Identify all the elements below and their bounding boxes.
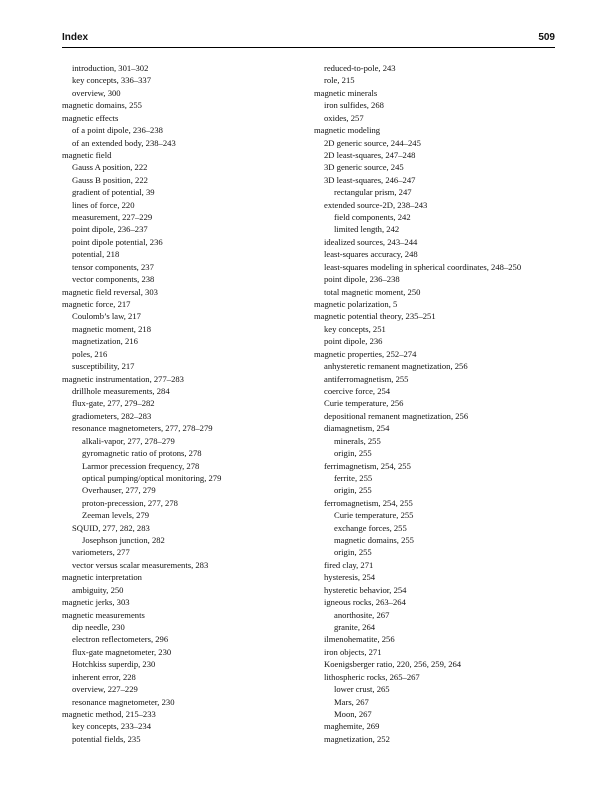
index-subentry: dip needle, 230 <box>72 621 125 632</box>
index-subentry: hysteretic behavior, 254 <box>324 584 407 595</box>
index-subentry: diamagnetism, 254 <box>324 423 390 434</box>
index-main-entry: magnetic field <box>62 149 112 160</box>
index-subentry: gradiometers, 282–283 <box>72 410 152 421</box>
index-subentry: susceptibility, 217 <box>72 361 135 372</box>
index-subentry: depositional remanent magnetization, 256 <box>324 410 469 421</box>
index-subentry: point dipole, 236 <box>324 336 383 347</box>
index-subentry: drillhole measurements, 284 <box>72 385 170 396</box>
index-subentry: ilmenohematite, 256 <box>324 634 395 645</box>
index-subentry: anorthosite, 267 <box>334 609 390 620</box>
index-subentry: optical pumping/optical monitoring, 279 <box>82 472 222 483</box>
index-subentry: Curie temperature, 256 <box>324 398 404 409</box>
index-subentry: limited length, 242 <box>334 224 400 235</box>
index-subentry: resonance magnetometers, 277, 278–279 <box>72 423 213 434</box>
index-subentry: point dipole, 236–238 <box>324 274 400 285</box>
index-subentry: anhysteretic remanent magnetization, 256 <box>324 361 468 372</box>
index-main-entry: magnetic measurements <box>62 609 145 620</box>
index-subentry: electron reflectometers, 296 <box>72 634 169 645</box>
index-subentry: gyromagnetic ratio of protons, 278 <box>82 448 202 459</box>
index-subentry: role, 215 <box>324 75 355 86</box>
index-subentry: of a point dipole, 236–238 <box>72 125 163 136</box>
index-subentry: exchange forces, 255 <box>334 522 407 533</box>
index-subentry: lines of force, 220 <box>72 199 135 210</box>
index-subentry: potential, 218 <box>72 249 120 260</box>
index-subentry: inherent error, 228 <box>72 671 136 682</box>
index-subentry: origin, 255 <box>334 485 372 496</box>
index-subentry: vector versus scalar measurements, 283 <box>72 559 209 570</box>
page-number: 509 <box>538 32 555 43</box>
index-column-left <box>62 62 307 745</box>
index-subentry: Gauss B position, 222 <box>72 174 148 185</box>
index-main-entry: magnetic modeling <box>314 125 381 136</box>
index-main-entry: magnetic effects <box>62 112 119 123</box>
index-subentry: idealized sources, 243–244 <box>324 236 418 247</box>
index-subentry: igneous rocks, 263–264 <box>324 597 406 608</box>
index-subentry: lithospheric rocks, 265–267 <box>324 671 420 682</box>
index-subentry: overview, 227–229 <box>72 684 138 695</box>
index-main-entry: magnetic domains, 255 <box>62 100 142 111</box>
index-subentry: least-squares accuracy, 248 <box>324 249 418 260</box>
index-column-right <box>314 62 559 745</box>
index-subentry: Koenigsberger ratio, 220, 256, 259, 264 <box>324 659 462 670</box>
index-subentry: flux-gate magnetometer, 230 <box>72 646 172 657</box>
index-main-entry: magnetic instrumentation, 277–283 <box>62 373 184 384</box>
index-subentry: Coulomb’s law, 217 <box>72 311 141 322</box>
index-subentry: magnetic moment, 218 <box>72 323 151 334</box>
index-main-entry: magnetic jerks, 303 <box>62 597 130 608</box>
index-subentry: of an extended body, 238–243 <box>72 137 176 148</box>
index-subentry: poles, 216 <box>72 348 108 359</box>
index-subentry: tensor components, 237 <box>72 261 154 272</box>
index-subentry: Larmor precession frequency, 278 <box>82 460 200 471</box>
running-header <box>62 31 555 48</box>
index-subentry: maghemite, 269 <box>324 721 380 732</box>
index-subentry: potential fields, 235 <box>72 733 141 744</box>
index-subentry: SQUID, 277, 282, 283 <box>72 522 150 533</box>
index-subentry: key concepts, 233–234 <box>72 721 151 732</box>
index-subentry: Zeeman levels, 279 <box>82 510 150 521</box>
index-subentry: Hotchkiss superdip, 230 <box>72 659 156 670</box>
index-subentry: minerals, 255 <box>334 435 381 446</box>
index-subentry: resonance magnetometer, 230 <box>72 696 175 707</box>
index-subentry: iron objects, 271 <box>324 646 382 657</box>
index-subentry: key concepts, 336–337 <box>72 75 151 86</box>
index-subentry: total magnetic moment, 250 <box>324 286 421 297</box>
index-subentry: alkali-vapor, 277, 278–279 <box>82 435 175 446</box>
index-subentry: variometers, 277 <box>72 547 130 558</box>
index-subentry: point dipole, 236–237 <box>72 224 148 235</box>
index-subentry: fired clay, 271 <box>324 559 374 570</box>
index-main-entry: magnetic properties, 252–274 <box>314 348 417 359</box>
index-subentry: Overhauser, 277, 279 <box>82 485 156 496</box>
index-subentry: least-squares modeling in spherical coordinates, 248–250 <box>324 261 522 272</box>
index-main-entry: magnetic potential theory, 235–251 <box>314 311 436 322</box>
index-main-entry: magnetic interpretation <box>62 572 142 583</box>
index-subentry: ferrimagnetism, 254, 255 <box>324 460 411 471</box>
index-subentry: origin, 255 <box>334 547 372 558</box>
index-subentry: measurement, 227–229 <box>72 212 153 223</box>
index-subentry: ferrite, 255 <box>334 472 373 483</box>
index-subentry: magnetization, 216 <box>72 336 138 347</box>
index-main-entry: magnetic field reversal, 303 <box>62 286 158 297</box>
index-subentry: Moon, 267 <box>334 708 372 719</box>
index-subentry: hysteresis, 254 <box>324 572 376 583</box>
index-subentry: gradient of potential, 39 <box>72 187 155 198</box>
index-subentry: key concepts, 251 <box>324 323 386 334</box>
index-subentry: overview, 300 <box>72 87 121 98</box>
index-subentry: Gauss A position, 222 <box>72 162 148 173</box>
index-subentry: magnetization, 252 <box>324 733 390 744</box>
index-subentry: Josephson junction, 282 <box>82 535 165 546</box>
index-main-entry: magnetic method, 215–233 <box>62 708 156 719</box>
index-subentry: 3D least-squares, 246–247 <box>324 174 416 185</box>
index-subentry: 2D least-squares, 247–248 <box>324 149 416 160</box>
index-subentry: oxides, 257 <box>324 112 364 123</box>
index-subentry: origin, 255 <box>334 448 372 459</box>
index-subentry: vector components, 238 <box>72 274 155 285</box>
index-subentry: iron sulfides, 268 <box>324 100 384 111</box>
index-subentry: flux-gate, 277, 279–282 <box>72 398 155 409</box>
index-subentry: rectangular prism, 247 <box>334 187 412 198</box>
index-subentry: extended source-2D, 238–243 <box>324 199 428 210</box>
index-subentry: point dipole potential, 236 <box>72 236 163 247</box>
index-subentry: Mars, 267 <box>334 696 369 707</box>
index-subentry: Curie temperature, 255 <box>334 510 414 521</box>
index-subentry: magnetic domains, 255 <box>334 535 414 546</box>
index-subentry: proton-precession, 277, 278 <box>82 497 178 508</box>
index-subentry: field components, 242 <box>334 212 411 223</box>
section-title: Index <box>62 32 89 43</box>
index-subentry: ambiguity, 250 <box>72 584 124 595</box>
index-subentry: 3D generic source, 245 <box>324 162 404 173</box>
index-subentry: introduction, 301–302 <box>72 63 149 73</box>
index-subentry: ferromagnetism, 254, 255 <box>324 497 413 508</box>
index-main-entry: magnetic polarization, 5 <box>314 299 398 310</box>
index-subentry: antiferromagnetism, 255 <box>324 373 409 384</box>
index-subentry: 2D generic source, 244–245 <box>324 137 421 148</box>
index-subentry: granite, 264 <box>334 621 376 632</box>
index-main-entry: magnetic force, 217 <box>62 299 131 310</box>
index-subentry: reduced-to-pole, 243 <box>324 63 396 73</box>
index-subentry: lower crust, 265 <box>334 684 390 695</box>
index-subentry: coercive force, 254 <box>324 385 391 396</box>
index-main-entry: magnetic minerals <box>314 87 378 98</box>
